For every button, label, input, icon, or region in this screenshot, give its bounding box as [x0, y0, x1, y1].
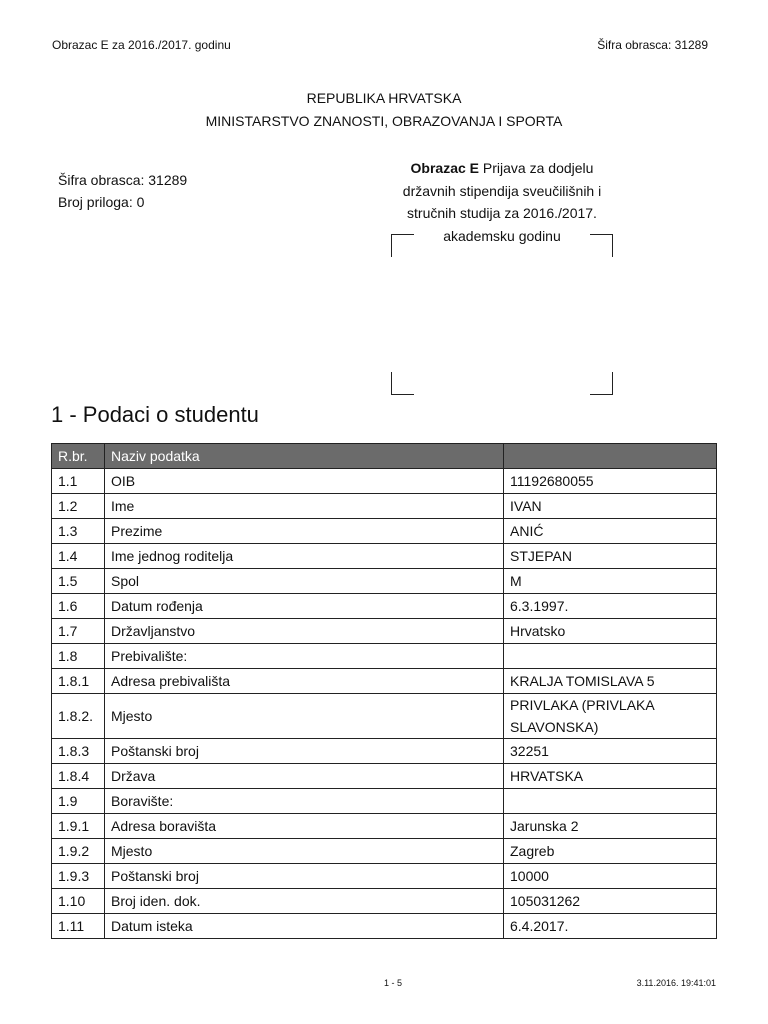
field-value-cell: 6.4.2017.	[504, 914, 717, 939]
republic-title: REPUBLIKA HRVATSKA	[306, 90, 462, 106]
table-row	[52, 519, 717, 544]
row-number-cell: 1.8.2.	[52, 694, 105, 739]
field-name-cell: Prezime	[105, 519, 504, 544]
form-code: Šifra obrasca: 31289	[58, 172, 188, 188]
row-number-cell: 1.11	[52, 914, 105, 939]
header-form-title: Obrazac E za 2016./2017. godinu	[52, 38, 231, 52]
ministry-title: MINISTARSTVO ZNANOSTI, OBRAZOVANJA I SPORTA	[205, 113, 563, 129]
print-timestamp: 3.11.2016. 19:41:01	[636, 978, 716, 988]
row-number-cell: 1.5	[52, 569, 105, 594]
row-number-cell: 1.10	[52, 889, 105, 914]
field-name-cell: Državljanstvo	[105, 619, 504, 644]
stamp-corner-bottom-right	[590, 372, 613, 395]
row-number-cell: 1.8.1	[52, 669, 105, 694]
table-row	[52, 644, 717, 669]
field-value-cell: PRIVLAKA (PRIVLAKA SLAVONSKA)	[504, 694, 717, 739]
table-row	[52, 864, 717, 889]
row-number-cell: 1.8.3	[52, 739, 105, 764]
field-name-cell: Boravište:	[105, 789, 504, 814]
attachments-count: Broj priloga: 0	[58, 194, 145, 210]
table-row	[52, 469, 717, 494]
field-name-cell: Spol	[105, 569, 504, 594]
stamp-corner-top-left	[391, 234, 414, 257]
field-name-cell: Datum rođenja	[105, 594, 504, 619]
field-name-cell: Mjesto	[105, 839, 504, 864]
field-name-cell: Adresa prebivališta	[105, 669, 504, 694]
field-value-cell: Hrvatsko	[504, 619, 717, 644]
field-name-cell: Prebivalište:	[105, 644, 504, 669]
row-number-cell: 1.9	[52, 789, 105, 814]
field-name-cell: Mjesto	[105, 694, 504, 739]
table-row	[52, 739, 717, 764]
field-value-cell: Jarunska 2	[504, 814, 717, 839]
row-number-cell: 1.3	[52, 519, 105, 544]
header-cell-value	[504, 444, 717, 469]
field-value-cell: STJEPAN	[504, 544, 717, 569]
field-name-cell: Poštanski broj	[105, 739, 504, 764]
table-row	[52, 839, 717, 864]
field-value-cell: 11192680055	[504, 469, 717, 494]
table-row	[52, 544, 717, 569]
form-description	[390, 157, 614, 247]
field-value-cell: KRALJA TOMISLAVA 5	[504, 669, 717, 694]
field-name-cell: Datum isteka	[105, 914, 504, 939]
field-value-cell: 10000	[504, 864, 717, 889]
table-row	[52, 619, 717, 644]
page-number: 1 - 5	[383, 978, 402, 988]
table-row	[52, 594, 717, 619]
row-number-cell: 1.4	[52, 544, 105, 569]
row-number-cell: 1.6	[52, 594, 105, 619]
field-name-cell: Broj iden. dok.	[105, 889, 504, 914]
row-number-cell: 1.8.4	[52, 764, 105, 789]
header-cell-name: Naziv podatka	[105, 444, 504, 469]
table-row	[52, 569, 717, 594]
table-row	[52, 814, 717, 839]
field-value-cell: 105031262	[504, 889, 717, 914]
row-number-cell: 1.9.1	[52, 814, 105, 839]
field-value-cell: HRVATSKA	[504, 764, 717, 789]
field-name-cell: Poštanski broj	[105, 864, 504, 889]
field-name-cell: Ime	[105, 494, 504, 519]
table-row	[52, 694, 717, 739]
row-number-cell: 1.7	[52, 619, 105, 644]
row-number-cell: 1.9.2	[52, 839, 105, 864]
row-number-cell: 1.1	[52, 469, 105, 494]
table-row	[52, 494, 717, 519]
table-row	[52, 914, 717, 939]
table-row	[52, 789, 717, 814]
field-name-cell: OIB	[105, 469, 504, 494]
field-value-cell: 32251	[504, 739, 717, 764]
section-title: 1 - Podaci o studentu	[51, 402, 259, 427]
header-form-code: Šifra obrasca: 31289	[597, 38, 708, 52]
table-header-row	[52, 444, 717, 469]
row-number-cell: 1.2	[52, 494, 105, 519]
field-name-cell: Ime jednog roditelja	[105, 544, 504, 569]
field-value-cell: Zagreb	[504, 839, 717, 864]
stamp-corner-bottom-left	[391, 372, 414, 395]
row-number-cell: 1.8	[52, 644, 105, 669]
field-value-cell: ANIĆ	[504, 519, 717, 544]
form-description-text: Prijava za dodjelu državnih stipendija sveučilišnih i stručnih studija za 2016./2017. akademsku godinu	[402, 160, 602, 244]
field-value-cell: 6.3.1997.	[504, 594, 717, 619]
table-row	[52, 764, 717, 789]
field-value-cell: M	[504, 569, 717, 594]
field-value-cell: IVAN	[504, 494, 717, 519]
field-name-cell: Adresa boravišta	[105, 814, 504, 839]
table-row	[52, 669, 717, 694]
header-cell-number: R.br.	[52, 444, 105, 469]
student-data-table	[51, 443, 717, 939]
field-name-cell: Država	[105, 764, 504, 789]
field-value-cell	[504, 789, 717, 814]
field-value-cell	[504, 644, 717, 669]
row-number-cell: 1.9.3	[52, 864, 105, 889]
table-row	[52, 889, 717, 914]
stamp-corner-top-right	[590, 234, 613, 257]
form-name: Obrazac E	[410, 160, 480, 176]
